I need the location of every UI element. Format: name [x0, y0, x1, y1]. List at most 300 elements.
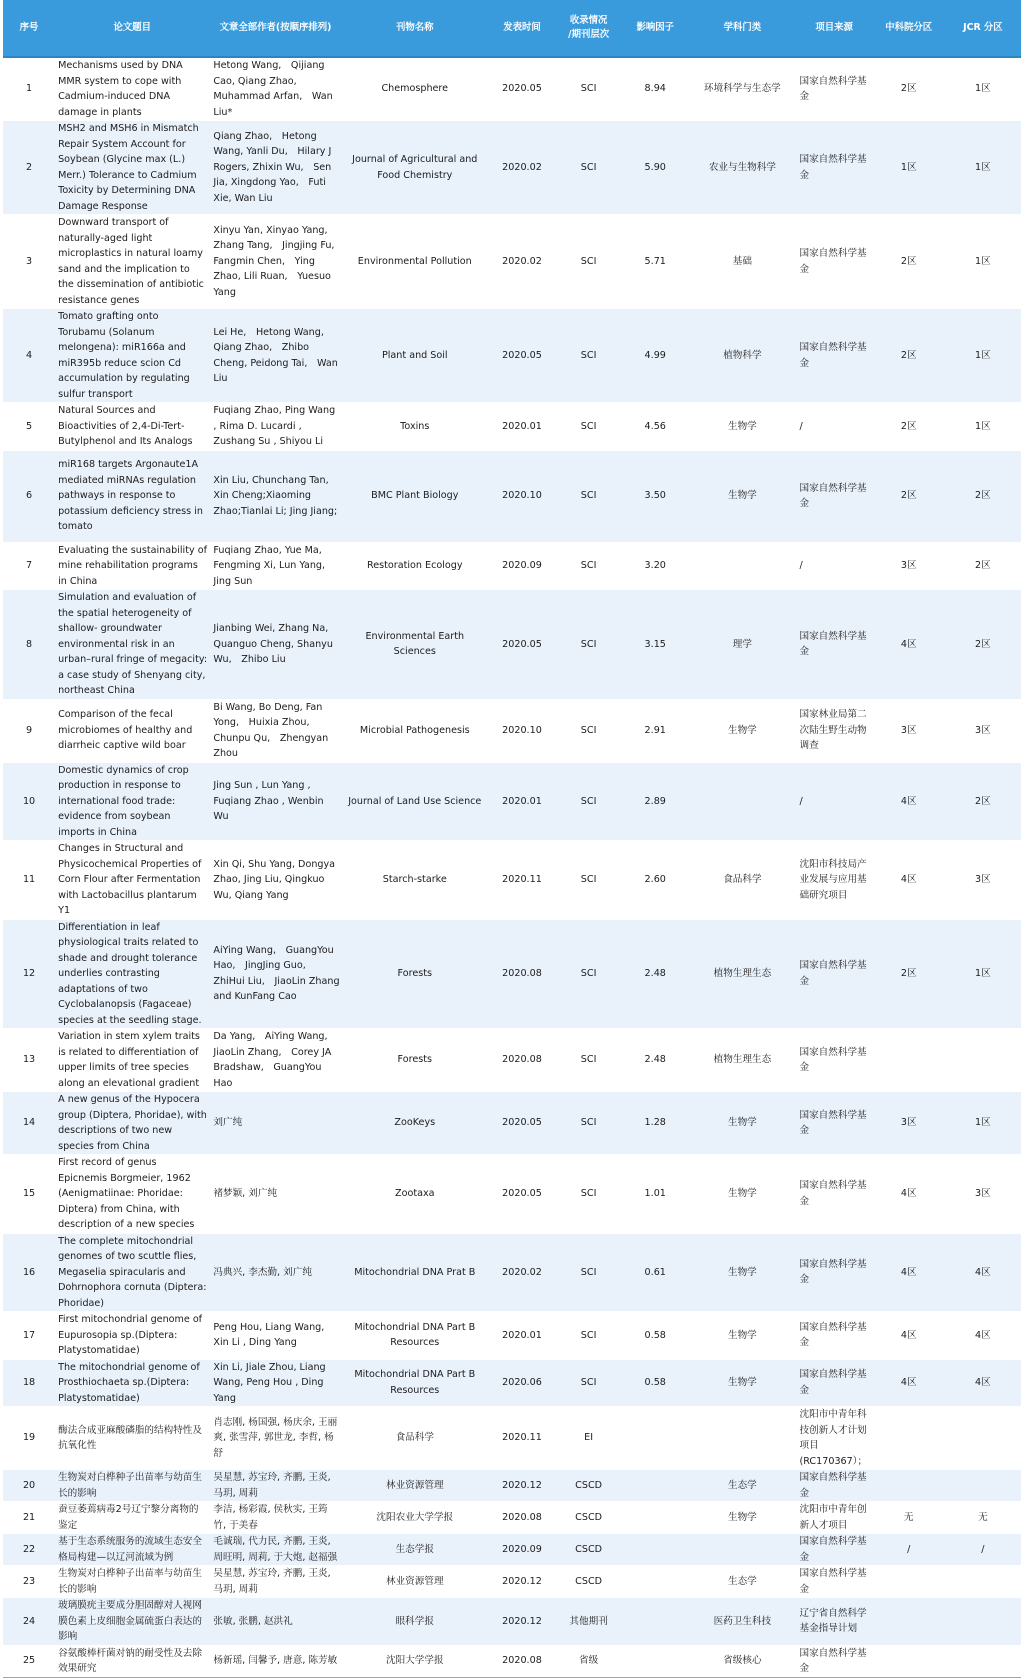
cell-serial-number: 14	[3, 1092, 55, 1155]
cell-funding-source: 国家自然科学基金	[796, 1092, 873, 1155]
header-row	[3, 0, 1021, 57]
cell-funding-source: /	[796, 762, 873, 841]
cell-paper-title: Simulation and evaluation of the spatial heterogeneity of shallow- groundwater environmental risk in an urban–rural fringe of megacity: a case study of Shenyang city, northeast China	[55, 590, 209, 700]
cell-cas-zone: 2区	[873, 57, 945, 121]
table-row	[3, 450, 1021, 542]
cell-indexing: SCI	[556, 699, 621, 762]
cell-impact-factor: 3.50	[621, 450, 689, 542]
cell-journal: Forests	[342, 1029, 488, 1092]
cell-serial-number: 20	[3, 1470, 55, 1502]
cell-cas-zone: 2区	[873, 450, 945, 542]
cell-discipline: 生物学	[689, 450, 795, 542]
table-row	[3, 1092, 1021, 1155]
cell-jcr-zone: 1区	[945, 403, 1021, 451]
cell-authors: Jing Sun , Lun Yang , Fuqiang Zhao , Wenbin Wu	[209, 762, 341, 841]
table-row	[3, 215, 1021, 309]
header-impact-factor: 影响因子	[621, 0, 689, 57]
table-row	[3, 699, 1021, 762]
cell-authors: Fuqiang Zhao, Yue Ma, Fengming Xi, Lun Yang, Jing Sun	[209, 542, 341, 590]
cell-funding-source: /	[796, 403, 873, 451]
cell-serial-number: 8	[3, 590, 55, 700]
cell-journal: BMC Plant Biology	[342, 450, 488, 542]
cell-journal: 食品科学	[342, 1407, 488, 1470]
cell-authors: 褚梦颖, 刘广纯	[209, 1155, 341, 1234]
cell-jcr-zone	[945, 1029, 1021, 1092]
cell-impact-factor: 2.89	[621, 762, 689, 841]
cell-serial-number: 24	[3, 1598, 55, 1646]
cell-cas-zone: 4区	[873, 590, 945, 700]
cell-impact-factor: 0.61	[621, 1233, 689, 1312]
cell-publish-date: 2020.09	[488, 542, 556, 590]
cell-publish-date: 2020.08	[488, 1029, 556, 1092]
cell-impact-factor: 5.90	[621, 121, 689, 215]
cell-funding-source: 沈阳市科技局产业发展与应用基础研究项目	[796, 841, 873, 920]
cell-authors: 杨新瑶, 闫馨予, 唐意, 陈芳敏	[209, 1645, 341, 1677]
cell-discipline: 省级核心	[689, 1645, 795, 1677]
cell-indexing: SCI	[556, 1312, 621, 1360]
cell-funding-source: /	[796, 542, 873, 590]
cell-jcr-zone: 4区	[945, 1233, 1021, 1312]
table-row	[3, 1407, 1021, 1470]
cell-serial-number: 1	[3, 57, 55, 121]
table-row	[3, 841, 1021, 920]
cell-discipline	[689, 1407, 795, 1470]
cell-indexing: SCI	[556, 1233, 621, 1312]
cell-cas-zone: 3区	[873, 1092, 945, 1155]
cell-cas-zone: 4区	[873, 1233, 945, 1312]
header-cas-zone: 中科院分区	[873, 0, 945, 57]
cell-jcr-zone: 1区	[945, 121, 1021, 215]
cell-funding-source: 国家自然科学基金	[796, 1233, 873, 1312]
cell-funding-source: 国家自然科学基金	[796, 57, 873, 121]
cell-cas-zone	[873, 1407, 945, 1470]
publication-table-container	[3, 0, 1021, 1678]
cell-authors: 毛诚瑞, 代力民, 齐鹏, 王炎, 周旺明, 周莉, 于大炮, 赵福强	[209, 1534, 341, 1566]
cell-publish-date: 2020.08	[488, 1645, 556, 1677]
cell-impact-factor: 3.15	[621, 590, 689, 700]
cell-authors: Qiang Zhao, Hetong Wang, Yanli Du, Hilary J Rogers, Zhixin Wu, Sen Jia, Xingdong Yao, Futi Xie, Wan Liu	[209, 121, 341, 215]
cell-authors: Xin Qi, Shu Yang, Dongya Zhao, Jing Liu, Qingkuo Wu, Qiang Yang	[209, 841, 341, 920]
cell-cas-zone: 3区	[873, 699, 945, 762]
cell-discipline	[689, 1534, 795, 1566]
table-row	[3, 1534, 1021, 1566]
header-indexing-text: 收录情况 /期刊层次	[568, 15, 610, 40]
table-row	[3, 403, 1021, 451]
cell-journal: ZooKeys	[342, 1092, 488, 1155]
cell-journal: 眼科学报	[342, 1598, 488, 1646]
cell-authors: 李洁, 杨彩霞, 侯秋实, 王筠竹, 于美春	[209, 1502, 341, 1534]
cell-journal: Forests	[342, 919, 488, 1029]
header-indexing	[556, 0, 621, 57]
cell-cas-zone: 4区	[873, 841, 945, 920]
cell-discipline: 生物学	[689, 1359, 795, 1407]
cell-serial-number: 23	[3, 1566, 55, 1598]
cell-discipline: 植物生理生态	[689, 1029, 795, 1092]
cell-indexing: EI	[556, 1407, 621, 1470]
cell-publish-date: 2020.08	[488, 919, 556, 1029]
cell-indexing: SCI	[556, 542, 621, 590]
cell-publish-date: 2020.12	[488, 1470, 556, 1502]
cell-funding-source: 国家自然科学基金	[796, 450, 873, 542]
table-row	[3, 1566, 1021, 1598]
cell-impact-factor: 0.58	[621, 1359, 689, 1407]
cell-publish-date: 2020.08	[488, 1502, 556, 1534]
cell-jcr-zone	[945, 1407, 1021, 1470]
cell-authors: Lei He, Hetong Wang, Qiang Zhao, Zhibo Cheng, Peidong Tai, Wan Liu	[209, 309, 341, 403]
cell-jcr-zone: 4区	[945, 1359, 1021, 1407]
cell-discipline: 生物学	[689, 403, 795, 451]
cell-paper-title: Tomato grafting onto Torubamu (Solanum melongena): miR166a and miR395b reduce scion Cd accumulation by regulating sulfur transport	[55, 309, 209, 403]
cell-paper-title: Comparison of the fecal microbiomes of healthy and diarrheic captive wild boar	[55, 699, 209, 762]
cell-cas-zone: 无	[873, 1502, 945, 1534]
cell-journal: Restoration Ecology	[342, 542, 488, 590]
cell-indexing: SCI	[556, 590, 621, 700]
cell-jcr-zone: /	[945, 1534, 1021, 1566]
cell-funding-source: 国家自然科学基金	[796, 1359, 873, 1407]
cell-serial-number: 5	[3, 403, 55, 451]
cell-publish-date: 2020.01	[488, 403, 556, 451]
cell-impact-factor: 2.91	[621, 699, 689, 762]
table-row	[3, 1502, 1021, 1534]
cell-paper-title: The complete mitochondrial genomes of two scuttle flies, Megaselia spiracularis and Dohrnophora cornuta (Diptera: Phoridae)	[55, 1233, 209, 1312]
cell-authors: Hetong Wang, Qijiang Cao, Qiang Zhao, Muhammad Arfan, Wan Liu*	[209, 57, 341, 121]
cell-jcr-zone	[945, 1598, 1021, 1646]
cell-journal: Journal of Land Use Science	[342, 762, 488, 841]
cell-impact-factor	[621, 1407, 689, 1470]
cell-authors: Bi Wang, Bo Deng, Fan Yong, Huixia Zhou, Chunpu Qu, Zhengyan Zhou	[209, 699, 341, 762]
cell-publish-date: 2020.12	[488, 1566, 556, 1598]
cell-discipline: 生态学	[689, 1566, 795, 1598]
header-paper-title: 论文题目	[55, 0, 209, 57]
cell-impact-factor: 3.20	[621, 542, 689, 590]
cell-funding-source: 国家自然科学基金	[796, 1534, 873, 1566]
cell-authors: Da Yang, AiYing Wang, JiaoLin Zhang, Corey JA Bradshaw, GuangYou Hao	[209, 1029, 341, 1092]
cell-impact-factor: 2.48	[621, 919, 689, 1029]
cell-discipline: 生物学	[689, 1502, 795, 1534]
cell-paper-title: The mitochondrial genome of Prosthiochaeta sp.(Diptera: Platystomatidae)	[55, 1359, 209, 1407]
publication-table	[3, 0, 1021, 1678]
cell-indexing: SCI	[556, 1359, 621, 1407]
cell-authors: Jianbing Wei, Zhang Na, Quanguo Cheng, Shanyu Wu, Zhibo Liu	[209, 590, 341, 700]
cell-cas-zone: 2区	[873, 919, 945, 1029]
cell-jcr-zone	[945, 1470, 1021, 1502]
cell-funding-source: 国家自然科学基金	[796, 1645, 873, 1677]
header-jcr-zone: JCR 分区	[945, 0, 1021, 57]
cell-paper-title: Differentiation in leaf physiological traits related to shade and drought tolerance underlies contrasting adaptations of two Cyclobalanopsis (Fagaceae) species at the seedling stage.	[55, 919, 209, 1029]
cell-impact-factor: 5.71	[621, 215, 689, 309]
cell-publish-date: 2020.02	[488, 1233, 556, 1312]
cell-impact-factor	[621, 1645, 689, 1677]
cell-funding-source: 辽宁省自然科学基金指导计划	[796, 1598, 873, 1646]
cell-publish-date: 2020.11	[488, 1407, 556, 1470]
cell-discipline	[689, 762, 795, 841]
table-row	[3, 1645, 1021, 1677]
cell-publish-date: 2020.09	[488, 1534, 556, 1566]
cell-impact-factor: 1.01	[621, 1155, 689, 1234]
header-authors: 文章全部作者(按顺序排列)	[209, 0, 341, 57]
cell-authors: 刘广纯	[209, 1092, 341, 1155]
table-row	[3, 1470, 1021, 1502]
cell-discipline: 食品科学	[689, 841, 795, 920]
cell-discipline: 植物生理生态	[689, 919, 795, 1029]
cell-discipline: 理学	[689, 590, 795, 700]
cell-jcr-zone: 3区	[945, 699, 1021, 762]
table-row	[3, 57, 1021, 121]
cell-paper-title: 谷氨酸棒杆菌对钠的耐受性及去除效果研究	[55, 1645, 209, 1677]
cell-jcr-zone: 1区	[945, 1092, 1021, 1155]
cell-journal: 沈阳农业大学学报	[342, 1502, 488, 1534]
cell-serial-number: 12	[3, 919, 55, 1029]
cell-authors: Xin Liu, Chunchang Tan, Xin Cheng;Xiaoming Zhao;Tianlai Li; Jing Jiang;	[209, 450, 341, 542]
cell-impact-factor	[621, 1534, 689, 1566]
cell-funding-source: 国家自然科学基金	[796, 919, 873, 1029]
cell-discipline: 植物科学	[689, 309, 795, 403]
cell-funding-source: 国家自然科学基金	[796, 1312, 873, 1360]
cell-publish-date: 2020.10	[488, 450, 556, 542]
cell-paper-title: Evaluating the sustainability of mine rehabilitation programs in China	[55, 542, 209, 590]
cell-jcr-zone: 1区	[945, 215, 1021, 309]
cell-serial-number: 10	[3, 762, 55, 841]
cell-publish-date: 2020.01	[488, 1312, 556, 1360]
cell-jcr-zone	[945, 1566, 1021, 1598]
cell-cas-zone: 1区	[873, 121, 945, 215]
cell-jcr-zone: 1区	[945, 57, 1021, 121]
cell-publish-date: 2020.02	[488, 215, 556, 309]
cell-discipline: 生态学	[689, 1470, 795, 1502]
cell-paper-title: Natural Sources and Bioactivities of 2,4-Di-Tert-Butylphenol and Its Analogs	[55, 403, 209, 451]
cell-serial-number: 16	[3, 1233, 55, 1312]
cell-serial-number: 22	[3, 1534, 55, 1566]
cell-journal: Journal of Agricultural and Food Chemistry	[342, 121, 488, 215]
cell-cas-zone: 4区	[873, 1312, 945, 1360]
cell-publish-date: 2020.12	[488, 1598, 556, 1646]
table-row	[3, 542, 1021, 590]
cell-journal: 林业资源管理	[342, 1470, 488, 1502]
table-row	[3, 590, 1021, 700]
cell-serial-number: 9	[3, 699, 55, 762]
table-row	[3, 121, 1021, 215]
cell-jcr-zone: 2区	[945, 590, 1021, 700]
cell-paper-title: First record of genus Epicnemis Borgmeier, 1962 (Aenigmatiinae: Phoridae: Diptera) from China, with description of a new species	[55, 1155, 209, 1234]
cell-discipline: 生物学	[689, 1155, 795, 1234]
cell-discipline: 生物学	[689, 1092, 795, 1155]
cell-paper-title: Changes in Structural and Physicochemical Properties of Corn Flour after Fermentation with Lactobacillus plantarum Y1	[55, 841, 209, 920]
cell-indexing: SCI	[556, 57, 621, 121]
cell-journal: Environmental Pollution	[342, 215, 488, 309]
cell-journal: Chemosphere	[342, 57, 488, 121]
cell-indexing: SCI	[556, 403, 621, 451]
cell-impact-factor	[621, 1470, 689, 1502]
cell-funding-source: 国家自然科学基金	[796, 121, 873, 215]
table-row	[3, 1155, 1021, 1234]
cell-indexing: SCI	[556, 121, 621, 215]
cell-authors: 肖志刚, 杨国强, 杨庆余, 王丽爽, 张雪萍, 郭世龙, 李哲, 杨舒	[209, 1407, 341, 1470]
cell-paper-title: 酶法合成亚麻酸磷脂的结构特性及抗氧化性	[55, 1407, 209, 1470]
cell-publish-date: 2020.05	[488, 309, 556, 403]
cell-authors: Xin Li, Jiale Zhou, Liang Wang, Peng Hou , Ding Yang	[209, 1359, 341, 1407]
cell-jcr-zone: 2区	[945, 450, 1021, 542]
cell-impact-factor	[621, 1598, 689, 1646]
cell-cas-zone: 2区	[873, 403, 945, 451]
cell-journal: Toxins	[342, 403, 488, 451]
header-funding-source: 项目来源	[796, 0, 873, 57]
cell-publish-date: 2020.05	[488, 57, 556, 121]
cell-publish-date: 2020.11	[488, 841, 556, 920]
cell-impact-factor	[621, 1502, 689, 1534]
cell-journal: Mitochondrial DNA Part B Resources	[342, 1312, 488, 1360]
cell-jcr-zone: 3区	[945, 1155, 1021, 1234]
table-row	[3, 1312, 1021, 1360]
cell-indexing: 省级	[556, 1645, 621, 1677]
cell-indexing: SCI	[556, 919, 621, 1029]
cell-serial-number: 18	[3, 1359, 55, 1407]
cell-paper-title: Variation in stem xylem traits is related to differentiation of upper limits of tree species along an elevational gradient	[55, 1029, 209, 1092]
cell-impact-factor: 1.28	[621, 1092, 689, 1155]
cell-serial-number: 6	[3, 450, 55, 542]
cell-authors: AiYing Wang, GuangYou Hao, JingJing Guo, ZhiHui Liu, JiaoLin Zhang and KunFang Cao	[209, 919, 341, 1029]
table-header	[3, 0, 1021, 57]
cell-discipline	[689, 542, 795, 590]
header-serial-number: 序号	[3, 0, 55, 57]
cell-journal: Microbial Pathogenesis	[342, 699, 488, 762]
cell-serial-number: 15	[3, 1155, 55, 1234]
header-discipline: 学科门类	[689, 0, 795, 57]
cell-impact-factor: 8.94	[621, 57, 689, 121]
cell-discipline: 生物学	[689, 1233, 795, 1312]
cell-journal: Environmental Earth Sciences	[342, 590, 488, 700]
table-row	[3, 309, 1021, 403]
cell-authors: 张敏, 张鹏, 赵洪礼	[209, 1598, 341, 1646]
cell-publish-date: 2020.10	[488, 699, 556, 762]
cell-journal: Mitochondrial DNA Prat B	[342, 1233, 488, 1312]
cell-cas-zone: 2区	[873, 309, 945, 403]
cell-cas-zone: 4区	[873, 1359, 945, 1407]
cell-funding-source: 国家自然科学基金	[796, 215, 873, 309]
cell-authors: 吴星慧, 苏宝玲, 齐鹏, 王炎, 马玥, 周莉	[209, 1566, 341, 1598]
cell-journal: 生态学报	[342, 1534, 488, 1566]
cell-jcr-zone	[945, 1645, 1021, 1677]
cell-cas-zone: 3区	[873, 542, 945, 590]
cell-paper-title: 玻璃膜疣主要成分胆固醇对人视网膜色素上皮细胞金属硫蛋白表达的影响	[55, 1598, 209, 1646]
cell-jcr-zone: 1区	[945, 919, 1021, 1029]
cell-funding-source: 沈阳市中青年创新人才项目	[796, 1502, 873, 1534]
cell-funding-source: 国家自然科学基金	[796, 590, 873, 700]
cell-serial-number: 13	[3, 1029, 55, 1092]
cell-indexing: CSCD	[556, 1534, 621, 1566]
cell-funding-source: 国家林业局第二次陆生野生动物调查	[796, 699, 873, 762]
cell-discipline: 医药卫生科技	[689, 1598, 795, 1646]
cell-indexing: SCI	[556, 1155, 621, 1234]
cell-serial-number: 21	[3, 1502, 55, 1534]
cell-publish-date: 2020.06	[488, 1359, 556, 1407]
cell-authors: 吴星慧, 苏宝玲, 齐鹏, 王炎, 马玥, 周莉	[209, 1470, 341, 1502]
cell-indexing: SCI	[556, 450, 621, 542]
table-row	[3, 1029, 1021, 1092]
cell-indexing: CSCD	[556, 1470, 621, 1502]
cell-cas-zone	[873, 1470, 945, 1502]
cell-paper-title: miR168 targets Argonaute1A mediated miRNAs regulation pathways in response to potassium deficiency stress in tomato	[55, 450, 209, 542]
cell-cas-zone	[873, 1566, 945, 1598]
cell-funding-source: 国家自然科学基金	[796, 1470, 873, 1502]
cell-journal: Plant and Soil	[342, 309, 488, 403]
cell-paper-title: First mitochondrial genome of Eupurosopia sp.(Diptera: Platystomatidae)	[55, 1312, 209, 1360]
cell-journal: 沈阳大学学报	[342, 1645, 488, 1677]
cell-publish-date: 2020.02	[488, 121, 556, 215]
cell-serial-number: 11	[3, 841, 55, 920]
cell-publish-date: 2020.05	[488, 1092, 556, 1155]
header-publish-date: 发表时间	[488, 0, 556, 57]
table-row	[3, 762, 1021, 841]
cell-jcr-zone: 1区	[945, 309, 1021, 403]
cell-authors: Peng Hou, Liang Wang, Xin Li , Ding Yang	[209, 1312, 341, 1360]
cell-publish-date: 2020.01	[488, 762, 556, 841]
cell-paper-title: 生物炭对白桦种子出苗率与幼苗生长的影响	[55, 1470, 209, 1502]
cell-authors: 冯典兴, 李杰勤, 刘广纯	[209, 1233, 341, 1312]
cell-funding-source: 国家自然科学基金	[796, 1155, 873, 1234]
cell-serial-number: 17	[3, 1312, 55, 1360]
cell-journal: Mitochondrial DNA Part B Resources	[342, 1359, 488, 1407]
cell-cas-zone: 2区	[873, 215, 945, 309]
cell-serial-number: 19	[3, 1407, 55, 1470]
cell-serial-number: 3	[3, 215, 55, 309]
cell-discipline: 生物学	[689, 699, 795, 762]
cell-cas-zone	[873, 1645, 945, 1677]
cell-journal: Zootaxa	[342, 1155, 488, 1234]
cell-indexing: SCI	[556, 1029, 621, 1092]
cell-funding-source: 国家自然科学基金	[796, 1029, 873, 1092]
cell-paper-title: Downward transport of naturally-aged light microplastics in natural loamy sand and the implication to the dissemination of antibiotic resistance genes	[55, 215, 209, 309]
cell-jcr-zone: 无	[945, 1502, 1021, 1534]
cell-indexing: CSCD	[556, 1502, 621, 1534]
cell-indexing: SCI	[556, 841, 621, 920]
cell-jcr-zone: 2区	[945, 542, 1021, 590]
cell-impact-factor	[621, 1566, 689, 1598]
table-row	[3, 1233, 1021, 1312]
cell-authors: Fuqiang Zhao, Ping Wang , Rima D. Lucardi , Zushang Su , Shiyou Li	[209, 403, 341, 451]
cell-paper-title: 蚕豆萎蔫病毒2号辽宁黎分离物的鉴定	[55, 1502, 209, 1534]
cell-funding-source: 国家自然科学基金	[796, 309, 873, 403]
cell-discipline: 环境科学与生态学	[689, 57, 795, 121]
cell-publish-date: 2020.05	[488, 590, 556, 700]
cell-paper-title: A new genus of the Hypocera group (Diptera, Phoridae), with descriptions of two new species from China	[55, 1092, 209, 1155]
cell-impact-factor: 2.48	[621, 1029, 689, 1092]
cell-publish-date: 2020.05	[488, 1155, 556, 1234]
cell-impact-factor: 2.60	[621, 841, 689, 920]
table-body	[3, 57, 1021, 1677]
cell-impact-factor: 4.99	[621, 309, 689, 403]
cell-discipline: 农业与生物科学	[689, 121, 795, 215]
cell-impact-factor: 0.58	[621, 1312, 689, 1360]
cell-jcr-zone: 2区	[945, 762, 1021, 841]
cell-journal: Starch-starke	[342, 841, 488, 920]
cell-serial-number: 4	[3, 309, 55, 403]
table-row	[3, 919, 1021, 1029]
cell-jcr-zone: 3区	[945, 841, 1021, 920]
cell-jcr-zone: 4区	[945, 1312, 1021, 1360]
table-row	[3, 1598, 1021, 1646]
cell-funding-source: 国家自然科学基金	[796, 1566, 873, 1598]
cell-paper-title: Domestic dynamics of crop production in response to international food trade: evidence from soybean imports in China	[55, 762, 209, 841]
cell-cas-zone: 4区	[873, 1155, 945, 1234]
cell-indexing: SCI	[556, 1092, 621, 1155]
cell-discipline: 基础	[689, 215, 795, 309]
cell-cas-zone	[873, 1029, 945, 1092]
cell-cas-zone	[873, 1598, 945, 1646]
cell-cas-zone: /	[873, 1534, 945, 1566]
cell-serial-number: 2	[3, 121, 55, 215]
cell-funding-source: 沈阳市中青年科技创新人才计划项目(RC170367）；	[796, 1407, 873, 1470]
cell-impact-factor: 4.56	[621, 403, 689, 451]
